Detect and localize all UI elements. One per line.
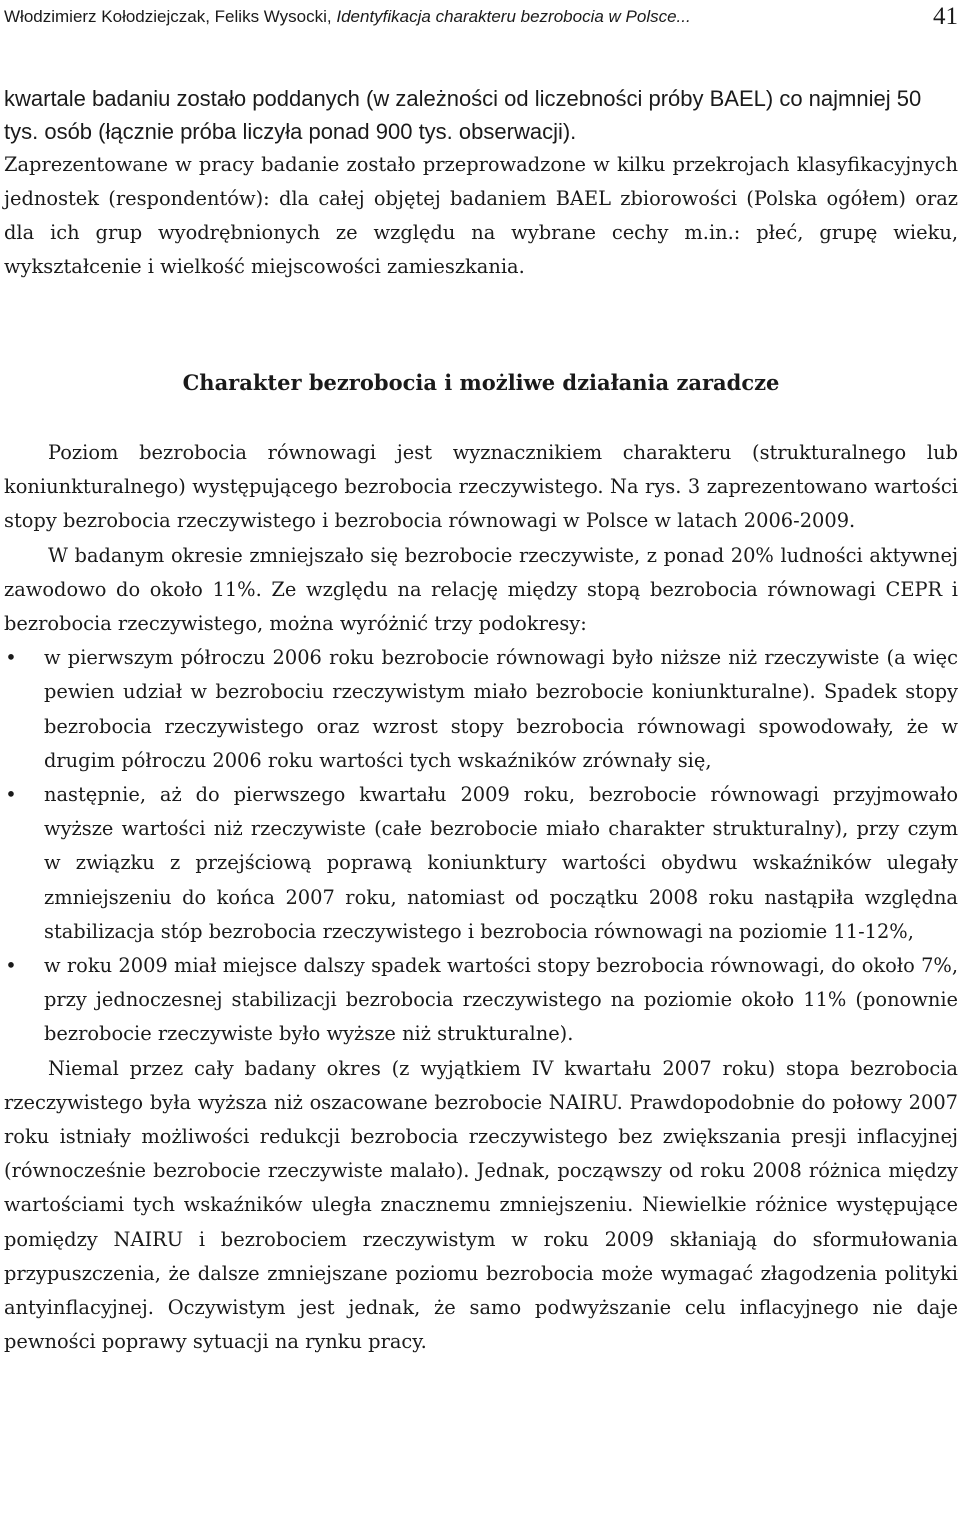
bullet-item: [4, 949, 958, 1052]
intro-continuation: kwartale badaniu zostało poddanych (w zależności od liczebności próby BAEL) co najmniej 50 tys. osób (łącznie próba liczyła ponad 900 tys. obserwacji).: [4, 86, 922, 144]
paragraph: Niemal przez cały badany okres (z wyjątkiem IV kwartału 2007 roku) stopa bezrobocia rzeczywistego była wyższa niż oszacowane bezrobocie NAIRU. Prawdopodobnie do połowy 2007 roku istniały możliwości redukcji bezrobocia rzeczywistego bez zwiększania presji inflacyjnej (równocześnie bezrobocie rzeczywiste malało). Jednak, począwszy od roku 2008 różnica między wartościami tych wskaźników uległa znacznemu zmniejszeniu. Niewielkie różnice występujące pomiędzy NAIRU i bezrobociem rzeczywistym w roku 2009 skłaniają do sformułowania przypuszczenia, że dalsze zmniejszane poziomu bezrobocia może wymagać złagodzenia polityki antyinflacyjnej. Oczywistym jest jednak, że samo podwyższanie celu inflacyjnego nie daje pewności poprawy sytuacji na rynku pracy.: [4, 1056, 958, 1354]
paragraph: Poziom bezrobocia równowagi jest wyznacznikiem charakteru (strukturalnego lub koniunkturalnego) występującego bezrobocia rzeczywistego. Na rys. 3 zaprezentowano wartości stopy bezrobocia rzeczywistego i bezrobocia równowagi w Polsce w latach 2006-2009.: [4, 441, 958, 533]
bullet-text: następnie, aż do pierwszego kwartału 2009 roku, bezrobocie równowagi przyjmowało wyższe wartości niż rzeczywiste (całe bezrobocie miało charakter strukturalny), przy czym w związku z przejściową poprawą koniunktury wartości obydwu wskaźników ulegały zmniejszeniu do końca 2007 roku, natomiast od początku 2008 roku nastąpiła względna stabilizacja stóp bezrobocia rzeczywistego i bezrobocia równowagi na poziomie 11-12%,: [44, 783, 958, 943]
header-authors: Włodzimierz Kołodziejczak, Feliks Wysocki,: [4, 7, 332, 26]
bullet-item: [4, 641, 958, 778]
document-page: [4, 0, 958, 1540]
bullet-text: w roku 2009 miał miejsce dalszy spadek wartości stopy bezrobocia równowagi, do około 7%, przy jednoczesnej stabilizacji bezrobocia rzeczywistego na poziomie około 11% (ponownie bezrobocie rzeczywiste było wyższe niż strukturalne).: [44, 954, 958, 1046]
running-header: [4, 2, 958, 32]
intro-paragraph: Zaprezentowane w pracy badanie zostało przeprowadzone w kilku przekrojach klasyfikacyjnych jednostek (respondentów): dla całej objętej badaniem BAEL zbiorowości (Polska ogółem) oraz dla ich grup wyodrębnionych ze względu na wybrane cechy m.in.: płeć, grupę wieku, wykształcenie i wielkość miejscowości zamieszkania.: [4, 153, 958, 278]
page-number: 41: [933, 3, 958, 30]
header-title: Identyfikacja charakteru bezrobocia w Polsce...: [336, 7, 691, 26]
bullet-icon: •: [5, 646, 17, 670]
bullet-icon: •: [5, 954, 17, 978]
bullet-text: w pierwszym półroczu 2006 roku bezrobocie równowagi było niższe niż rzeczywiste (a więc pewien udział w bezrobociu rzeczywistym miało bezrobocie koniunkturalne). Spadek stopy bezrobocia rzeczywistego oraz wzrost stopy bezrobocia równowagi spowodowały, że w drugim półroczu 2006 roku wartości tych wskaźników zrównały się,: [44, 646, 958, 772]
paragraph: W badanym okresie zmniejszało się bezrobocie rzeczywiste, z ponad 20% ludności aktywnej zawodowo do około 11%. Ze względu na relację między stopą bezrobocia równowagi CEPR i bezrobocia rzeczywistego, można wyróżnić trzy podokresy:: [4, 543, 958, 636]
section-body: [4, 436, 958, 1359]
bullet-list: [4, 641, 958, 1051]
bullet-item: [4, 778, 958, 949]
section-heading: Charakter bezrobocia i możliwe działania zaradcze: [182, 370, 780, 395]
bullet-icon: •: [5, 783, 17, 807]
